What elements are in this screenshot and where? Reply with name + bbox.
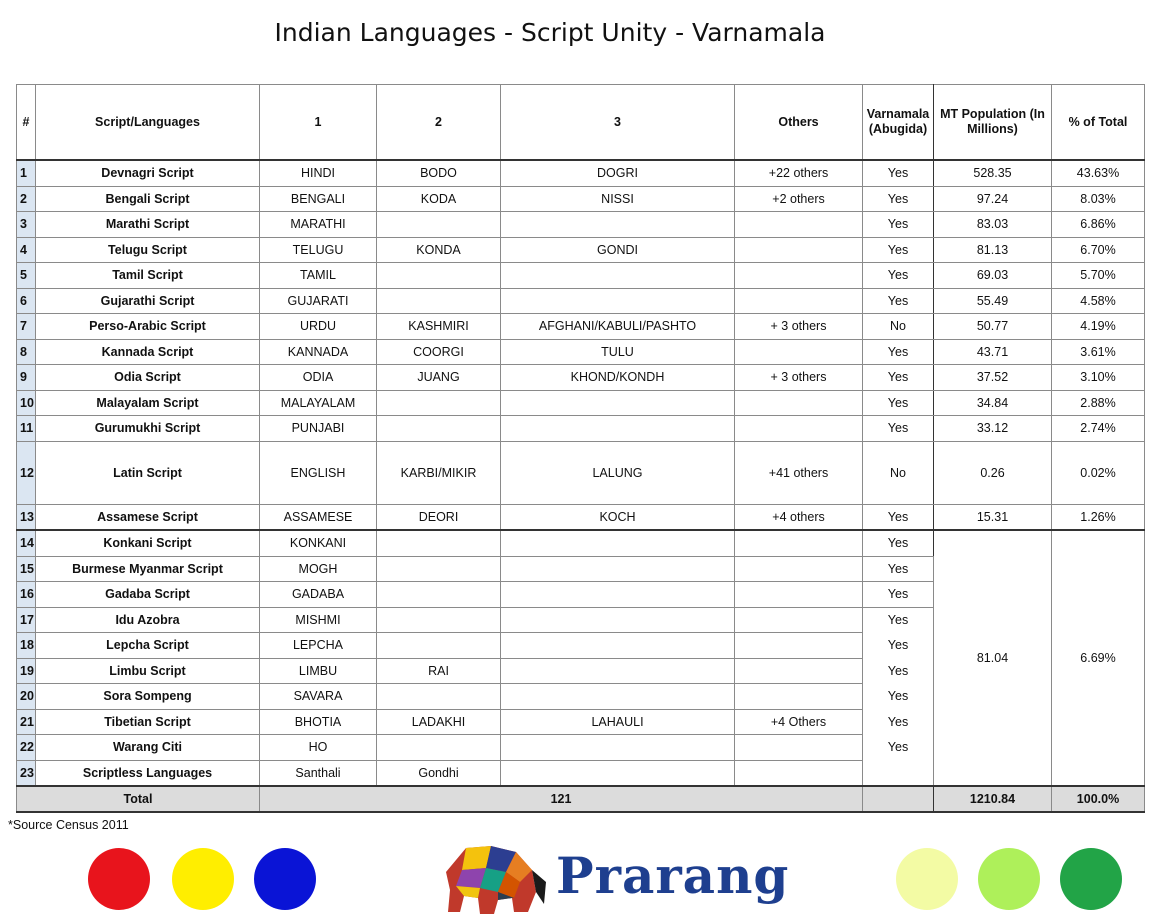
language-2 [377, 633, 501, 659]
language-2 [377, 288, 501, 314]
language-3: KOCH [501, 504, 735, 530]
language-3 [501, 416, 735, 442]
percent-value: 2.74% [1052, 416, 1145, 442]
other-languages: +4 others [735, 504, 863, 530]
language-2: Gondhi [377, 760, 501, 786]
varnamala-value: Yes [863, 288, 934, 314]
language-1: PUNJABI [260, 416, 377, 442]
row-number: 6 [17, 288, 36, 314]
script-name: Scriptless Languages [36, 760, 260, 786]
language-1: GADABA [260, 582, 377, 608]
population-value: 55.49 [934, 288, 1052, 314]
script-table [16, 84, 1145, 813]
population-value: 528.35 [934, 160, 1052, 186]
row-number: 1 [17, 160, 36, 186]
table-row [17, 160, 1145, 186]
pale-yellow-dot-icon [896, 848, 958, 910]
language-3: NISSI [501, 186, 735, 212]
language-3 [501, 735, 735, 761]
minor-percent-value: 6.69% [1052, 530, 1145, 786]
script-name: Idu Azobra [36, 607, 260, 633]
language-1: LIMBU [260, 658, 377, 684]
other-languages [735, 390, 863, 416]
varnamala-value: No [863, 314, 934, 340]
header-col-1: 1 [260, 85, 377, 161]
varnamala-value: Yes [863, 212, 934, 238]
language-3 [501, 530, 735, 556]
row-number: 8 [17, 339, 36, 365]
script-name: Warang Citi [36, 735, 260, 761]
language-1: GUJARATI [260, 288, 377, 314]
script-name: Bengali Script [36, 186, 260, 212]
population-value: 43.71 [934, 339, 1052, 365]
header-col-3: 3 [501, 85, 735, 161]
script-name: Kannada Script [36, 339, 260, 365]
language-3 [501, 212, 735, 238]
green-dot-icon [1060, 848, 1122, 910]
script-name: Gadaba Script [36, 582, 260, 608]
total-row [17, 786, 1145, 812]
language-2: LADAKHI [377, 709, 501, 735]
language-1: LEPCHA [260, 633, 377, 659]
language-1: HINDI [260, 160, 377, 186]
population-value: 0.26 [934, 441, 1052, 504]
script-name: Limbu Script [36, 658, 260, 684]
row-number: 12 [17, 441, 36, 504]
header-col-2: 2 [377, 85, 501, 161]
language-3: TULU [501, 339, 735, 365]
row-number: 4 [17, 237, 36, 263]
language-3 [501, 658, 735, 684]
language-1: TELUGU [260, 237, 377, 263]
row-number: 10 [17, 390, 36, 416]
row-number: 23 [17, 760, 36, 786]
language-2 [377, 263, 501, 289]
total-languages: 121 [260, 786, 863, 812]
other-languages: +41 others [735, 441, 863, 504]
language-1: SAVARA [260, 684, 377, 710]
row-number: 5 [17, 263, 36, 289]
other-languages: + 3 others [735, 365, 863, 391]
varnamala-value: Yes [863, 339, 934, 365]
population-value: 81.13 [934, 237, 1052, 263]
language-1: TAMIL [260, 263, 377, 289]
varnamala-value: Yes [863, 365, 934, 391]
header-others: Others [735, 85, 863, 161]
other-languages: +2 others [735, 186, 863, 212]
other-languages [735, 530, 863, 556]
language-1: Santhali [260, 760, 377, 786]
other-languages [735, 556, 863, 582]
other-languages [735, 416, 863, 442]
total-varnamala [863, 786, 934, 812]
population-value: 83.03 [934, 212, 1052, 238]
other-languages [735, 658, 863, 684]
script-name: Tamil Script [36, 263, 260, 289]
table-row [17, 314, 1145, 340]
language-2 [377, 390, 501, 416]
population-value: 69.03 [934, 263, 1052, 289]
script-name: Burmese Myanmar Script [36, 556, 260, 582]
script-name: Telugu Script [36, 237, 260, 263]
table-row [17, 504, 1145, 530]
population-value: 50.77 [934, 314, 1052, 340]
table-row [17, 186, 1145, 212]
varnamala-value: Yes [863, 416, 934, 442]
language-3 [501, 607, 735, 633]
population-value: 97.24 [934, 186, 1052, 212]
light-green-dot-icon [978, 848, 1040, 910]
script-name: Malayalam Script [36, 390, 260, 416]
row-number: 2 [17, 186, 36, 212]
row-number: 19 [17, 658, 36, 684]
blue-dot-icon [254, 848, 316, 910]
row-number: 7 [17, 314, 36, 340]
varnamala-value: Yes [863, 237, 934, 263]
header-script: Script/Languages [36, 85, 260, 161]
language-1: MISHMI [260, 607, 377, 633]
table-row [17, 212, 1145, 238]
table-row [17, 441, 1145, 504]
language-2 [377, 582, 501, 608]
other-languages [735, 735, 863, 761]
other-languages [735, 633, 863, 659]
row-number: 18 [17, 633, 36, 659]
language-3 [501, 684, 735, 710]
row-number: 13 [17, 504, 36, 530]
language-2 [377, 556, 501, 582]
percent-value: 5.70% [1052, 263, 1145, 289]
language-1: KONKANI [260, 530, 377, 556]
language-2: KODA [377, 186, 501, 212]
varnamala-value: Yes [863, 684, 934, 710]
varnamala-value: Yes [863, 582, 934, 608]
language-3 [501, 556, 735, 582]
row-number: 3 [17, 212, 36, 238]
language-1: MALAYALAM [260, 390, 377, 416]
script-name: Latin Script [36, 441, 260, 504]
prarang-logo [436, 842, 790, 918]
language-2: KONDA [377, 237, 501, 263]
script-name: Perso-Arabic Script [36, 314, 260, 340]
row-number: 9 [17, 365, 36, 391]
language-3 [501, 390, 735, 416]
logo-wordmark: Prarang [556, 846, 790, 905]
varnamala-value: Yes [863, 658, 934, 684]
percent-value: 0.02% [1052, 441, 1145, 504]
varnamala-value [863, 760, 934, 786]
language-1: HO [260, 735, 377, 761]
percent-value: 6.86% [1052, 212, 1145, 238]
population-value: 34.84 [934, 390, 1052, 416]
language-2 [377, 416, 501, 442]
header-num: # [17, 85, 36, 161]
total-label: Total [17, 786, 260, 812]
percent-value: 1.26% [1052, 504, 1145, 530]
language-2: DEORI [377, 504, 501, 530]
other-languages [735, 263, 863, 289]
language-1: MOGH [260, 556, 377, 582]
language-3: AFGHANI/KABULI/PASHTO [501, 314, 735, 340]
varnamala-value: Yes [863, 263, 934, 289]
percent-value: 43.63% [1052, 160, 1145, 186]
percent-value: 3.61% [1052, 339, 1145, 365]
table-row [17, 339, 1145, 365]
red-dot-icon [88, 848, 150, 910]
script-name: Konkani Script [36, 530, 260, 556]
page-title: Indian Languages - Script Unity - Varnamala [274, 18, 826, 47]
language-1: BHOTIA [260, 709, 377, 735]
language-1: MARATHI [260, 212, 377, 238]
varnamala-value: Yes [863, 709, 934, 735]
other-languages [735, 237, 863, 263]
row-number: 17 [17, 607, 36, 633]
percent-value: 8.03% [1052, 186, 1145, 212]
percent-value: 4.58% [1052, 288, 1145, 314]
language-3: GONDI [501, 237, 735, 263]
row-number: 11 [17, 416, 36, 442]
language-3 [501, 288, 735, 314]
script-name: Assamese Script [36, 504, 260, 530]
script-name: Devnagri Script [36, 160, 260, 186]
script-name: Odia Script [36, 365, 260, 391]
varnamala-value: Yes [863, 735, 934, 761]
language-2: KASHMIRI [377, 314, 501, 340]
other-languages [735, 582, 863, 608]
row-number: 22 [17, 735, 36, 761]
table-row [17, 365, 1145, 391]
row-number: 15 [17, 556, 36, 582]
language-3: LALUNG [501, 441, 735, 504]
population-value: 15.31 [934, 504, 1052, 530]
varnamala-value: Yes [863, 530, 934, 556]
language-3 [501, 582, 735, 608]
language-2: JUANG [377, 365, 501, 391]
language-1: ODIA [260, 365, 377, 391]
language-1: ASSAMESE [260, 504, 377, 530]
table-row [17, 263, 1145, 289]
language-2: COORGI [377, 339, 501, 365]
language-2 [377, 530, 501, 556]
table-row [17, 416, 1145, 442]
varnamala-value: Yes [863, 607, 934, 633]
language-3: LAHAULI [501, 709, 735, 735]
script-name: Tibetian Script [36, 709, 260, 735]
row-number: 16 [17, 582, 36, 608]
varnamala-value: No [863, 441, 934, 504]
percent-value: 6.70% [1052, 237, 1145, 263]
other-languages [735, 339, 863, 365]
language-3: DOGRI [501, 160, 735, 186]
language-2: RAI [377, 658, 501, 684]
other-languages [735, 684, 863, 710]
language-1: ENGLISH [260, 441, 377, 504]
table-row [17, 390, 1145, 416]
other-languages [735, 212, 863, 238]
other-languages: +4 Others [735, 709, 863, 735]
table-row [17, 237, 1145, 263]
header-varnamala: Varnamala (Abugida) [863, 85, 934, 161]
table-row [17, 288, 1145, 314]
other-languages [735, 288, 863, 314]
language-3: KHOND/KONDH [501, 365, 735, 391]
row-number: 20 [17, 684, 36, 710]
language-2: KARBI/MIKIR [377, 441, 501, 504]
header-population: MT Population (In Millions) [934, 85, 1052, 161]
varnamala-value: Yes [863, 504, 934, 530]
varnamala-value: Yes [863, 186, 934, 212]
table-header-row [17, 85, 1145, 161]
population-value: 37.52 [934, 365, 1052, 391]
row-number: 14 [17, 530, 36, 556]
script-name: Sora Sompeng [36, 684, 260, 710]
percent-value: 3.10% [1052, 365, 1145, 391]
script-name: Gurumukhi Script [36, 416, 260, 442]
varnamala-value: Yes [863, 390, 934, 416]
script-name: Lepcha Script [36, 633, 260, 659]
language-2 [377, 684, 501, 710]
total-percent: 100.0% [1052, 786, 1145, 812]
minor-population-value: 81.04 [934, 530, 1052, 786]
other-languages: + 3 others [735, 314, 863, 340]
language-2 [377, 212, 501, 238]
script-name: Marathi Script [36, 212, 260, 238]
source-note: *Source Census 2011 [8, 818, 129, 832]
percent-value: 2.88% [1052, 390, 1145, 416]
varnamala-value: Yes [863, 556, 934, 582]
language-3 [501, 633, 735, 659]
varnamala-value: Yes [863, 633, 934, 659]
total-population: 1210.84 [934, 786, 1052, 812]
script-name: Gujarathi Script [36, 288, 260, 314]
table-row [17, 530, 1145, 556]
varnamala-value: Yes [863, 160, 934, 186]
other-languages: +22 others [735, 160, 863, 186]
language-2 [377, 735, 501, 761]
yellow-dot-icon [172, 848, 234, 910]
language-1: URDU [260, 314, 377, 340]
header-percent: % of Total [1052, 85, 1145, 161]
language-3 [501, 760, 735, 786]
language-1: BENGALI [260, 186, 377, 212]
language-2 [377, 607, 501, 633]
percent-value: 4.19% [1052, 314, 1145, 340]
other-languages [735, 760, 863, 786]
elephant-logo-icon [436, 842, 551, 918]
other-languages [735, 607, 863, 633]
language-2: BODO [377, 160, 501, 186]
language-1: KANNADA [260, 339, 377, 365]
population-value: 33.12 [934, 416, 1052, 442]
row-number: 21 [17, 709, 36, 735]
language-3 [501, 263, 735, 289]
